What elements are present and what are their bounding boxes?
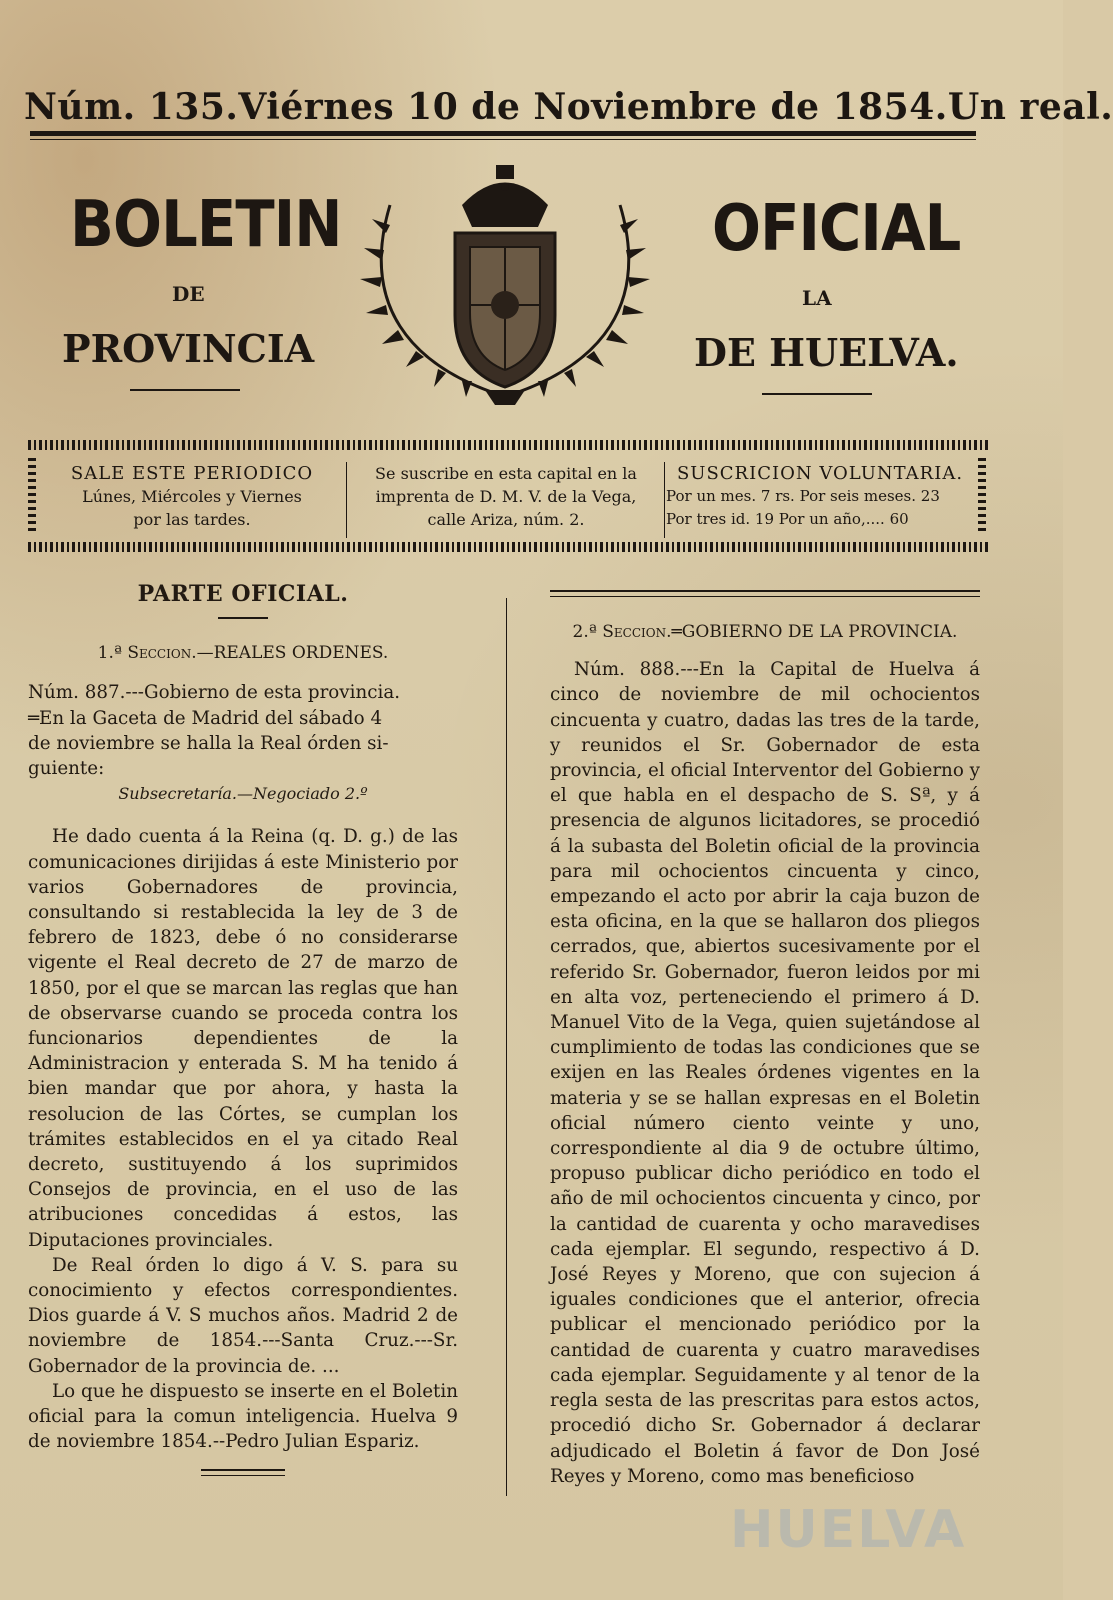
left-paragraph-3: Lo que he dispuesto se inserte en el Boletin oficial para la comun inteligencia. Huelva 9 de noviembre 1854.--Pedro Julian Espariz.: [28, 1380, 458, 1453]
info-left-line1: Lúnes, Miércoles y Viernes: [82, 487, 302, 506]
issue-price: Un real.: [947, 86, 1113, 128]
issue-date: Viérnes 10 de Noviembre de 1854.: [238, 86, 948, 128]
info-divider-2: [664, 462, 665, 538]
info-right-line2: Por tres id. 19 Por un año,.... 60: [666, 510, 909, 528]
masthead: [24, 82, 1113, 132]
parte-oficial-heading: PARTE OFICIAL.: [137, 581, 349, 607]
left-line-1: Núm. 887.---Gobierno de esta provincia.: [28, 682, 401, 704]
info-divider-1: [346, 462, 347, 538]
royal-coat-of-arms-icon: [350, 165, 660, 410]
info-middle-line2: imprenta de D. M. V. de la Vega,: [375, 487, 637, 506]
ornament-chain-right: [978, 458, 986, 534]
issue-number: Núm. 135.: [24, 86, 239, 128]
column-divider: [506, 598, 507, 1496]
info-subscription-prices: [666, 462, 974, 531]
left-paragraph-1: He dado cuenta á la Reina (q. D. g.) de las comunicaciones dirijidas á este Ministerio por varios Gobernadores de provincia, consultando si restablecida la ley de 3 de febrero de 1823, debe ó no considerarse vigente el Real decreto de 27 de marzo de 1850, por el que se marcan las reglas que han de observarse cuando se proceda contra los funcionarios dependientes de la Administracion y enterada S. M ha tenido á bien mandar que por ahora, y hasta la resolucion de las Córtes, se cumplan los trámites establecidos en el ya citado Real decreto, sustituyendo á los suprimidos Consejos de provincia, en el uso de las atribuciones concedidas á estos, las Diputaciones provinciales.: [28, 826, 458, 1251]
title-de: DE: [172, 282, 205, 306]
masthead-rule: [30, 131, 976, 136]
right-column-top-rule: [550, 590, 980, 597]
left-column: [28, 582, 458, 1476]
ornament-end-rule: [201, 1469, 285, 1476]
ornament-rule-left: [130, 389, 240, 391]
info-middle-line1: Se suscribe en esta capital en la: [375, 464, 637, 483]
section-2-heading: 2.ª Seccion.═GOBIERNO DE LA PROVINCIA.: [572, 622, 958, 642]
masthead-rule-thin: [30, 139, 976, 140]
title-oficial: OFICIAL: [712, 192, 961, 266]
info-right-heading: SUSCRICION VOLUNTARIA.: [676, 463, 964, 484]
title-la: LA: [802, 286, 832, 310]
title-provincia: PROVINCIA: [62, 326, 315, 371]
ornament-chain-left: [28, 458, 36, 534]
subsecretaria-heading: Subsecretaría.—Negociado 2.º: [118, 784, 368, 804]
title-boletin: BOLETIN: [70, 188, 342, 262]
ornament-chain-top: [28, 440, 988, 450]
ornament-separator: [218, 617, 268, 619]
ornament-chain-bottom: [28, 542, 988, 552]
right-column: [550, 620, 980, 1489]
info-middle-line3: calle Ariza, núm. 2.: [427, 510, 585, 529]
title-huelva: DE HUELVA.: [694, 330, 959, 375]
info-left-heading: SALE ESTE PERIODICO: [70, 463, 314, 484]
info-left-line2: por las tardes.: [133, 510, 251, 529]
left-line-4: guiente:: [28, 758, 105, 780]
ornament-rule-right: [762, 393, 872, 395]
info-publication-days: [42, 462, 342, 531]
right-paragraph-1: Núm. 888.---En la Capital de Huelva á cinco de noviembre de mil ochocientos cincuenta y cuatro, dadas las tres de la tarde, y reunidos el Sr. Gobernador de esta provincia, el oficial Interventor del Gobierno y el que habla en el despacho de S. Sª, y á presencia de algunos licitadores, se procedió á la subasta del Boletin oficial de la provincia para mil ochocientos cincuenta y cinco, empezando el acto por abrir la caja buzon de esta oficina, en la que se hallaron dos pliegos cerrados, que, abiertos sucesivamente por el referido Sr. Gobernador, fueron leidos por mi en alta voz, perteneciendo el primero á D. Manuel Vito de la Vega, quien sujetándose al cumplimiento de todas las condiciones que se exijen en las Reales órdenes vigentes en la materia y se se hallan expresas en el Boletin oficial número ciento veinte y uno, correspondiente al dia 9 de octubre último, propuso publicar dicho periódico en todo el año de mil ochocientos cincuenta y cinco, por la cantidad de cuarenta y ocho maravedises cada ejemplar. El segundo, respectivo á D. José Reyes y Moreno, que con sujecion á iguales condiciones que el anterior, ofrecia publicar el mencionado periódico por la cantidad de cuarenta y cuatro maravedises cada ejemplar. Seguidamente y al tenor de la regla sesta de las prescritas para estos actos, procedió dicho Sr. Gobernador á declarar adjudicado el Boletin á favor de Don José Reyes y Moreno, como mas beneficioso: [550, 659, 980, 1487]
left-paragraph-2: De Real órden lo digo á V. S. para su conocimiento y efectos correspondientes. Dios guarde á V. S muchos años. Madrid 2 de noviembre de 1854.---Santa Cruz.---Sr. Gobernador de la provincia de. ...: [28, 1254, 458, 1377]
left-line-3: de noviembre se halla la Real órden si-: [28, 732, 389, 754]
left-line-2: ═En la Gaceta de Madrid del sábado 4: [28, 707, 383, 729]
section-1-heading: 1.ª Seccion.—REALES ORDENES.: [97, 643, 389, 664]
info-right-line1: Por un mes. 7 rs. Por seis meses. 23: [666, 487, 940, 505]
archive-watermark: HUELVA: [730, 1500, 967, 1560]
info-subscription-place: [350, 462, 662, 531]
